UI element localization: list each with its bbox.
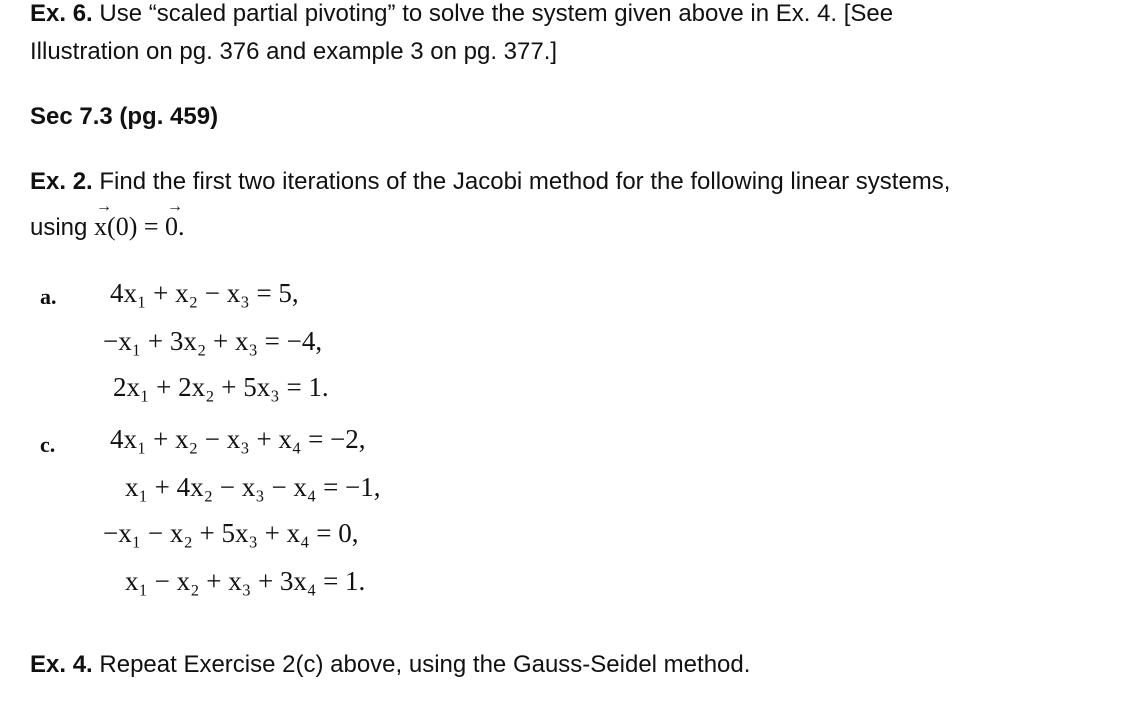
system-c-eq-1: 4x₁ + x₂ − x₃ + x₄ = −2, <box>110 424 366 454</box>
ex2-period: . <box>178 212 185 241</box>
system-c-eq-4: x₁ − x₂ + x₃ + 3x₄ = 1. <box>125 566 366 596</box>
system-a-eq-1: 4x₁ + x₂ − x₃ = 5, <box>110 278 299 308</box>
section-heading: Sec 7.3 (pg. 459) <box>30 103 219 130</box>
ex6-label: Ex. 6. <box>30 0 93 27</box>
system-c-eq-3: −x₁ − x₂ + 5x₃ + x₄ = 0, <box>103 518 359 548</box>
vector-zero: → 0 <box>165 212 178 242</box>
vector-x: → x <box>94 212 107 242</box>
system-a-eq-3: 2x₁ + 2x₂ + 5x₃ = 1. <box>113 372 329 402</box>
ex2-text-2: using <box>30 214 95 241</box>
system-a-eq-2: −x₁ + 3x₂ + x₃ = −4, <box>103 326 323 356</box>
ex4-line <box>30 651 750 679</box>
ex2-text-1: Find the first two iterations of the Jacobi method for the following linear systems, <box>92 168 951 195</box>
ex2-line-1 <box>30 168 950 196</box>
ex2-line-2 <box>30 212 185 242</box>
ex6-text-1: Use “scaled partial pivoting” to solve the system given above in Ex. 4. [See <box>92 0 894 27</box>
ex2-label: Ex. 2. <box>30 168 93 195</box>
ex4-label: Ex. 4. <box>30 651 93 678</box>
ex6-line-2 <box>30 38 557 66</box>
system-c-eq-2: x₁ + 4x₂ − x₃ − x₄ = −1, <box>125 472 381 502</box>
ex6-line-1 <box>30 0 893 28</box>
system-a-label: a. <box>40 284 57 309</box>
ex6-text-2: Illustration on pg. 376 and example 3 on pg. 377.] <box>30 38 558 65</box>
system-c-label: c. <box>40 432 56 457</box>
ex4-text: Repeat Exercise 2(c) above, using the Gauss-Seidel method. <box>92 651 751 678</box>
vector-arg: (0) = <box>107 212 166 241</box>
